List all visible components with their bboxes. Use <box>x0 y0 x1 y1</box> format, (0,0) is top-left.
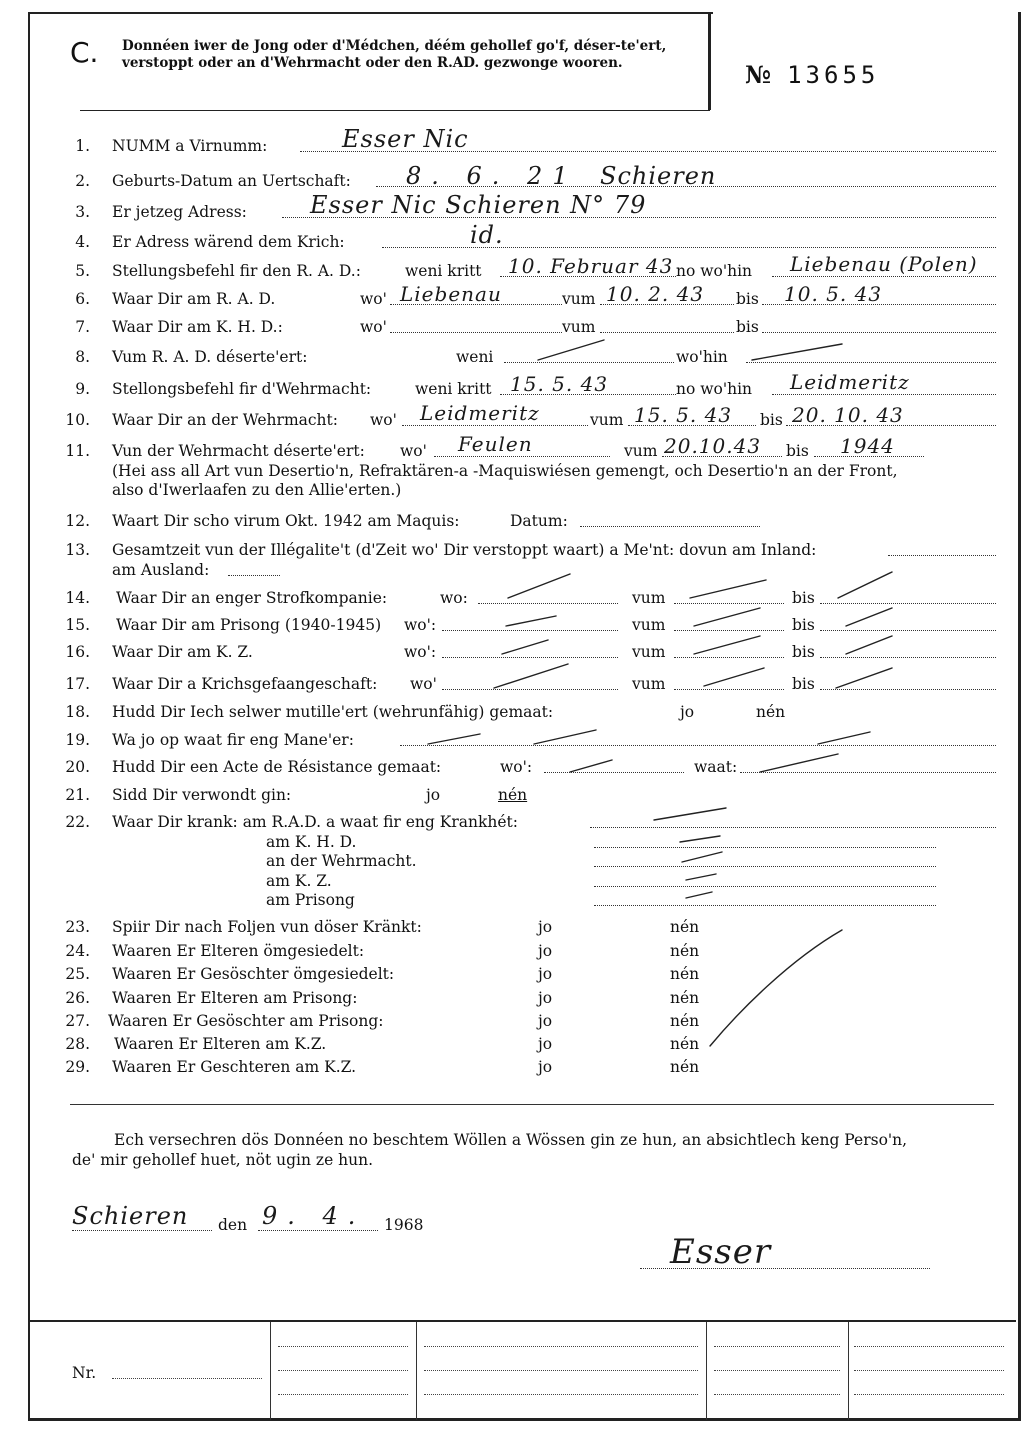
label-vum: vum <box>562 318 596 336</box>
row-number: 19. <box>65 731 90 749</box>
option-jo[interactable]: jo <box>538 989 553 1007</box>
row-number: 6. <box>75 290 90 308</box>
strike-mark <box>838 572 892 598</box>
declaration-text: Ech versechren dös Donnéen no beschtem Wöllen a Wössen gin ze hun, an absichtlech keng Perso'n, de' mir gehollef huet, nöt ugin ze hun. <box>72 1131 908 1169</box>
strike-mark <box>506 616 556 626</box>
strike-mark <box>846 636 892 654</box>
handwritten-desertion-from: 20.10.43 <box>664 434 762 458</box>
handwritten-wehrmacht-place: Leidmeritz <box>420 401 540 425</box>
label-vum: vum <box>632 589 666 607</box>
row-label: Waaren Er Geschteren am K.Z. <box>112 1058 357 1076</box>
label-bis: bis <box>792 616 815 634</box>
label-vum: vum <box>590 411 624 429</box>
label-wo: wo' <box>360 290 387 308</box>
handwritten-name: Esser Nic <box>342 125 469 153</box>
strike-mark <box>752 344 842 360</box>
row-number: 18. <box>65 703 90 721</box>
label-weni-kritt: weni kritt <box>405 262 482 280</box>
strike-mark <box>508 574 570 598</box>
sub-label: an der Wehrmacht. <box>266 852 417 870</box>
strike-mark <box>704 668 764 686</box>
option-jo[interactable]: jo <box>680 703 695 721</box>
row-number: 27. <box>65 1012 90 1030</box>
row-label: Sidd Dir verwondt gin: <box>112 786 292 804</box>
label-bis: bis <box>792 675 815 693</box>
number-value: 13655 <box>787 61 880 89</box>
row-label: Waar Dir am K. H. D.: <box>112 318 283 336</box>
row-number: 20. <box>65 758 90 776</box>
sub-label: am K. H. D. <box>266 833 357 851</box>
sub-label: am K. Z. <box>266 872 332 890</box>
label-vum: vum <box>632 675 666 693</box>
label-wo: wo' <box>410 675 437 693</box>
label-no-wohin: no wo'hin <box>676 262 753 280</box>
handwritten-rad-to: 10. 5. 43 <box>784 282 883 306</box>
label-no-wohin: no wo'hin <box>676 380 753 398</box>
row-number: 21. <box>65 786 90 804</box>
year-1968: 1968 <box>384 1216 424 1234</box>
handwritten-place: Schieren <box>72 1202 189 1230</box>
row-label: Waart Dir scho virum Okt. 1942 am Maquis: <box>112 512 460 530</box>
row-number: 17. <box>65 675 90 693</box>
footer-nr-label: Nr. <box>72 1364 97 1382</box>
strike-mark <box>818 732 870 744</box>
strike-mark <box>710 930 842 1046</box>
row-label: Waaren Er Gesöschter am Prisong: <box>108 1012 384 1030</box>
row-label: Gesamtzeit vun der Illégalite't (d'Zeit wo' Dir verstoppt waart) a Me'nt: dovun am Inland: <box>112 541 817 559</box>
row-number: 10. <box>65 411 90 429</box>
row-label: Hudd Dir een Acte de Résistance gemaat: <box>112 758 442 776</box>
strike-mark <box>428 734 480 744</box>
row-number: 7. <box>75 318 90 336</box>
label-bis: bis <box>736 318 759 336</box>
strike-mark <box>682 852 722 862</box>
row-label: Waar Dir krank: am R.A.D. a waat fir eng Krankhét: <box>112 813 518 831</box>
label-weni-kritt: weni kritt <box>415 380 492 398</box>
label-wo: wo' <box>400 442 427 460</box>
form-title: Donnéen iwer de Jong oder d'Médchen, déém gehollef go'f, déser-te'ert, verstoppt oder an d'Wehrmacht oder den R.AD. gezwonge wooren. <box>122 38 667 71</box>
label-vum: vum <box>624 442 658 460</box>
handwritten-signature: Esser <box>670 1232 772 1272</box>
handwritten-address: Esser Nic Schieren N° 79 <box>310 191 647 219</box>
row-label: Vum R. A. D. déserte'ert: <box>112 348 308 366</box>
label-wo: wo' <box>370 411 397 429</box>
option-nen-selected[interactable]: nén <box>498 786 528 804</box>
label-wo: wo': <box>404 616 437 634</box>
row-number: 13. <box>65 541 90 559</box>
label-bis: bis <box>760 411 783 429</box>
row-11-note: (Hei ass all Art vun Desertio'n, Refraktären-a -Maquiswiésen gemengt, och Desertio'n an der Front, also d'Iwerlaafen zu den Allie'erten.) <box>112 462 898 499</box>
strike-mark <box>502 640 548 654</box>
label-datum: Datum: <box>510 512 568 530</box>
label-wo: wo' <box>360 318 387 336</box>
row-label: Wa jo op waat fir eng Mane'er: <box>112 731 354 749</box>
row-number: 28. <box>65 1035 90 1053</box>
label-wohin: wo'hin <box>676 348 728 366</box>
row-label: Waar Dir am Prisong (1940-1945) <box>116 616 382 634</box>
row-number: 15. <box>65 616 90 634</box>
option-jo[interactable]: jo <box>538 918 553 936</box>
label-bis: bis <box>786 442 809 460</box>
option-nen[interactable]: nén <box>670 1012 700 1030</box>
label-wo: wo': <box>404 643 437 661</box>
row-label: Waar Dir am R. A. D. <box>112 290 276 308</box>
row-number: 23. <box>65 918 90 936</box>
strike-mark <box>534 730 596 744</box>
strike-mark <box>570 760 612 772</box>
strike-mark <box>846 608 892 626</box>
handwritten-wehrmacht-order-date: 15. 5. 43 <box>510 372 609 396</box>
option-nen[interactable]: nén <box>670 989 700 1007</box>
row-label: am Ausland: <box>112 561 210 579</box>
strike-mark <box>836 668 892 688</box>
number-symbol: № <box>745 60 774 89</box>
row-number: 9. <box>75 380 90 398</box>
row-number: 4. <box>75 233 90 251</box>
handwritten-rad-order-date: 10. Februar 43 <box>508 254 674 278</box>
row-label: Waar Dir an der Wehrmacht: <box>112 411 338 429</box>
strike-mark <box>694 636 760 654</box>
row-label: Hudd Dir Iech selwer mutille'ert (wehrunfähig) gemaat: <box>112 703 554 721</box>
row-number: 22. <box>65 813 90 831</box>
strike-mark <box>538 340 604 360</box>
handwritten-wehrmacht-to: 20. 10. 43 <box>792 403 904 427</box>
row-number: 12. <box>65 512 90 530</box>
strike-mark <box>686 874 716 880</box>
handwritten-desertion-place: Feulen <box>458 432 533 456</box>
row-label: Waaren Er Elteren am Prisong: <box>112 989 358 1007</box>
row-label: Geburts-Datum an Uertschaft: <box>112 172 351 190</box>
strike-mark <box>690 580 766 598</box>
row-label: Stellongsbefehl fir d'Wehrmacht: <box>112 380 372 398</box>
label-vum: vum <box>632 616 666 634</box>
handwritten-wehrmacht-from: 15. 5. 43 <box>634 403 733 427</box>
row-label: Er jetzeg Adress: <box>112 203 247 221</box>
strike-mark <box>494 664 568 688</box>
strike-mark <box>694 608 760 626</box>
row-label: Waar Dir a Krichsgefaangeschaft: <box>112 675 378 693</box>
label-bis: bis <box>736 290 759 308</box>
option-jo[interactable]: jo <box>538 942 553 960</box>
row-label: Waaren Er Gesöschter ömgesiedelt: <box>112 965 395 983</box>
handwritten-rad-place: Liebenau <box>400 282 502 306</box>
row-label: Er Adress wärend dem Krich: <box>112 233 345 251</box>
option-jo[interactable]: jo <box>538 1035 553 1053</box>
row-number: 24. <box>65 942 90 960</box>
row-number: 3. <box>75 203 90 221</box>
label-vum: vum <box>632 643 666 661</box>
option-nen[interactable]: nén <box>670 942 700 960</box>
option-nen[interactable]: nén <box>670 965 700 983</box>
handwritten-wehrmacht-destination: Leidmeritz <box>790 370 910 394</box>
handwritten-desertion-to: 1944 <box>840 434 895 458</box>
row-label: Waar Dir am K. Z. <box>112 643 253 661</box>
option-nen[interactable]: nén <box>670 918 700 936</box>
handwritten-war-address: id. <box>470 221 504 249</box>
row-number: 1. <box>75 137 90 155</box>
label-vum: vum <box>562 290 596 308</box>
row-label: Stellungsbefehl fir den R. A. D.: <box>112 262 361 280</box>
row-number: 5. <box>75 262 90 280</box>
row-label: Waaren Er Elteren ömgesiedelt: <box>112 942 365 960</box>
label-wo: wo: <box>440 589 468 607</box>
sub-label: am Prisong <box>266 891 355 909</box>
strike-mark <box>686 892 712 898</box>
option-jo[interactable]: jo <box>426 786 441 804</box>
row-number: 11. <box>65 442 90 460</box>
section-letter: C. <box>70 36 99 69</box>
strike-mark <box>680 836 720 842</box>
row-label: Vun der Wehrmacht déserte'ert: <box>112 442 365 460</box>
handwritten-birth-place: Schieren <box>600 162 717 190</box>
handwritten-rad-from: 10. 2. 43 <box>606 282 705 306</box>
row-label: Waar Dir an enger Strofkompanie: <box>116 589 388 607</box>
row-label: NUMM a Virnumm: <box>112 137 268 155</box>
option-nen[interactable]: nén <box>756 703 786 721</box>
row-label: Spiir Dir nach Foljen vun döser Kränkt: <box>112 918 422 936</box>
row-number: 26. <box>65 989 90 1007</box>
handwritten-date: 9. 4. <box>262 1202 366 1230</box>
label-bis: bis <box>792 589 815 607</box>
handwritten-rad-destination: Liebenau (Polen) <box>790 252 978 276</box>
label-weni: weni <box>456 348 494 366</box>
option-nen[interactable]: nén <box>670 1035 700 1053</box>
option-jo[interactable]: jo <box>538 1012 553 1030</box>
label-den: den <box>218 1216 248 1234</box>
label-bis: bis <box>792 643 815 661</box>
handwritten-birth-date: 8. 6. 21 <box>406 162 578 190</box>
row-number: 2. <box>75 172 90 190</box>
label-wo: wo': <box>500 758 533 776</box>
row-number: 29. <box>65 1058 90 1076</box>
row-label: Waaren Er Elteren am K.Z. <box>114 1035 327 1053</box>
option-jo[interactable]: jo <box>538 1058 553 1076</box>
strike-mark <box>654 808 726 820</box>
row-number: 8. <box>75 348 90 366</box>
row-number: 16. <box>65 643 90 661</box>
row-number: 14. <box>65 589 90 607</box>
row-number: 25. <box>65 965 90 983</box>
option-jo[interactable]: jo <box>538 965 553 983</box>
option-nen[interactable]: nén <box>670 1058 700 1076</box>
label-waat: waat: <box>694 758 738 776</box>
strike-mark <box>760 754 838 772</box>
